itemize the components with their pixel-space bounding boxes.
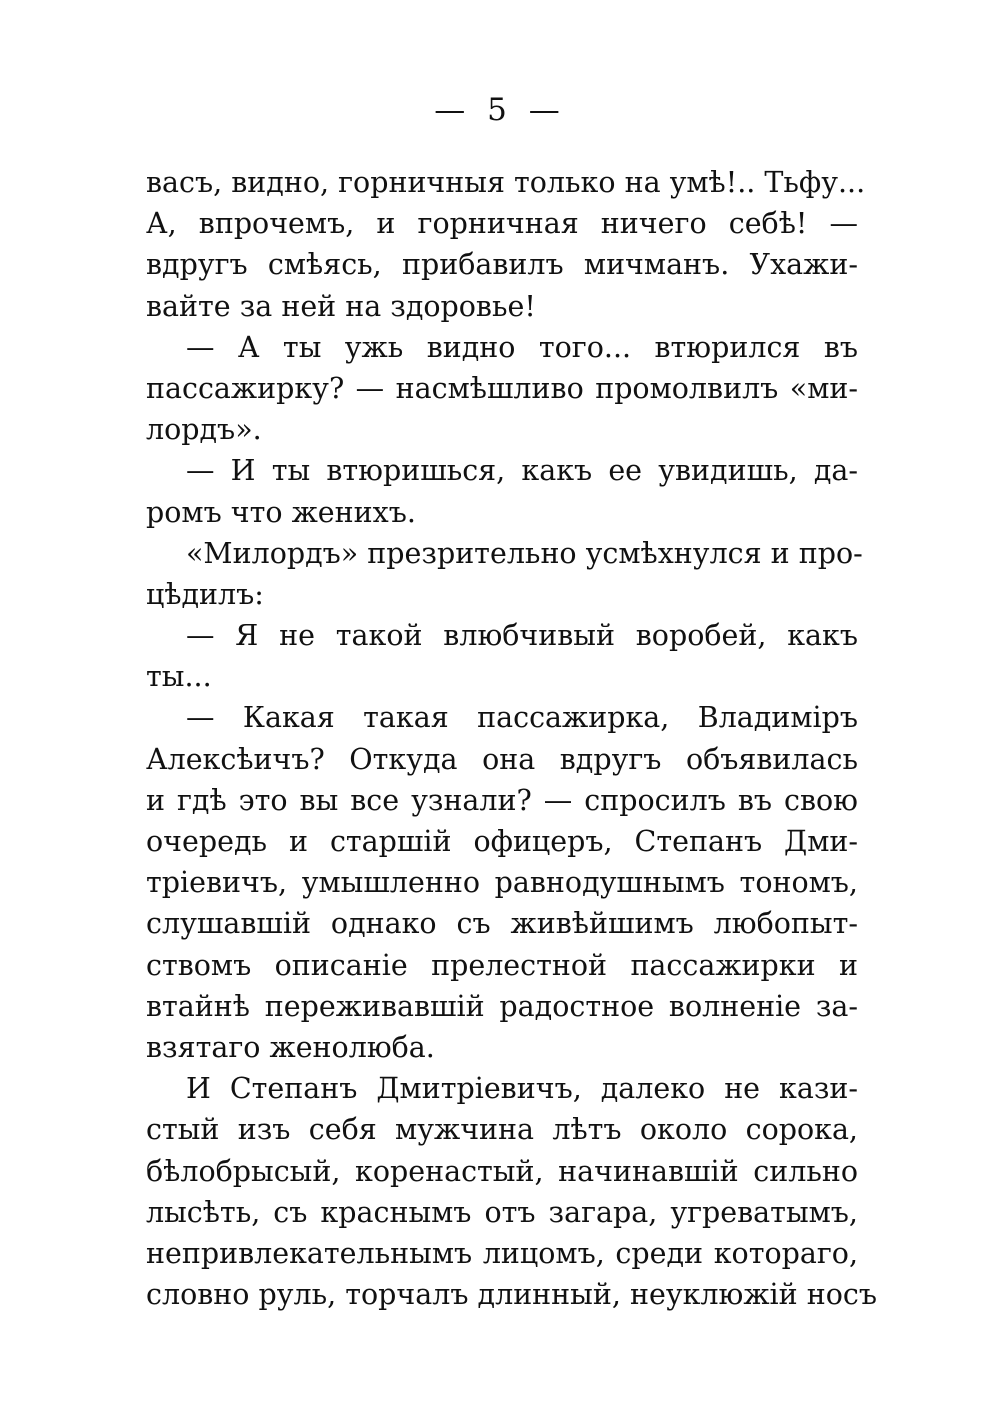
text-line: лысѣть, съ краснымъ отъ загара, угреватымъ, [146, 1195, 858, 1229]
paragraph [146, 1068, 877, 1315]
text-line: вайте за ней на здоровье! [146, 289, 536, 323]
text-line: — Какая такая пассажирка, Владиміръ [186, 701, 858, 735]
paragraph [146, 450, 858, 532]
text-line: пассажирку? — насмѣшливо промолвилъ «ми- [146, 371, 858, 405]
text-line: — И ты втюришься, какъ ее увидишь, да- [186, 454, 858, 488]
text-line: непривлекательнымъ лицомъ, среди котораго, [146, 1236, 858, 1270]
body-text [146, 162, 877, 1315]
text-line: тріевичъ, умышленно равнодушнымъ тономъ, [146, 866, 858, 900]
text-line: стый изъ себя мужчина лѣтъ около сорока, [146, 1113, 858, 1147]
text-line: ромъ что женихъ. [146, 495, 416, 529]
text-line: цѣдилъ: [146, 577, 264, 611]
text-line: словно руль, торчалъ длинный, неуклюжій носъ [146, 1278, 877, 1312]
paragraph [146, 162, 866, 327]
text-line: очередь и старшій офицеръ, Степанъ Дми- [146, 825, 858, 858]
text-line: втайнѣ переживавшій радостное волненіе за- [146, 989, 858, 1023]
text-line: — Я не такой влюбчивый воробей, какъ [186, 619, 858, 653]
text-line: ты... [146, 660, 212, 694]
text-line: бѣлобрысый, коренастый, начинавшій сильно [146, 1154, 858, 1188]
text-line: А, впрочемъ, и горничная ничего себѣ! — [146, 207, 858, 241]
text-line: вдругъ смѣясь, прибавилъ мичманъ. Ухажи- [146, 248, 858, 282]
text-line: ствомъ описаніе прелестной пассажирки и [146, 948, 858, 982]
text-line: Алексѣичъ? Откуда она вдругъ объявилась [146, 742, 858, 776]
text-line: васъ, видно, горничныя только на умѣ!.. Тьфу... [146, 166, 866, 199]
text-line: — А ты ужь видно того... втюрился въ [186, 330, 858, 364]
paragraph [146, 697, 858, 1068]
text-line: «Милордъ» презрительно усмѣхнулся и про- [186, 536, 863, 570]
text-line: и гдѣ это вы все узнали? — спросилъ въ свою [146, 783, 858, 817]
text-line: взятаго женолюба. [146, 1030, 435, 1064]
text-line: И Степанъ Дмитріевичъ, далеко не кази- [186, 1072, 858, 1106]
text-line: лордъ». [146, 413, 262, 447]
paragraph [146, 327, 858, 451]
paragraph [146, 615, 858, 697]
text-line: слушавшій однако съ живѣйшимъ любопыт- [146, 907, 858, 941]
page-number: — 5 — [434, 92, 566, 128]
paragraph [146, 533, 863, 615]
